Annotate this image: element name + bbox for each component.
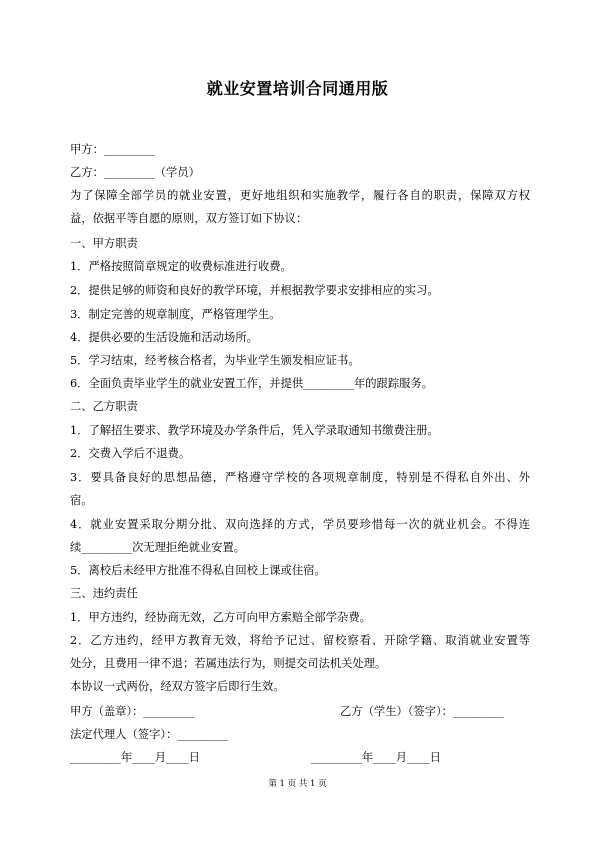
party-b-line: 乙方：_________（学员）: [70, 166, 200, 179]
section-2-item: 1．了解招生要求、教学环境及办学条件后，凭入学录取通知书缴费注册。: [70, 424, 439, 437]
legal-rep-line: 法定代理人（签字）：_________: [70, 728, 229, 741]
party-a-line: 甲方：_________: [70, 143, 155, 156]
section-3-item: 2．乙方违约，经甲方教育无效，将给予记过、留校察看、开除学籍、取消就业安置等: [70, 634, 530, 647]
section-1-item: 1．严格按照简章规定的收费标准进行收费。: [70, 260, 292, 273]
party-b-sign-line: 乙方（学生）（签字）：_________: [340, 705, 504, 718]
closing-statement: 本协议一式两份，经双方签字后即行生效。: [70, 680, 285, 693]
section-1-item: 3．制定完善的规章制度，严格管理学生。: [70, 308, 281, 321]
section-2-item: 5．离校后未经甲方批准不得私自回校上课或住宿。: [70, 564, 326, 577]
date-left: _________年____月____日: [70, 751, 200, 764]
section-2-heading: 二、乙方职责: [70, 400, 138, 413]
page-footer: 第 1 页 共 1 页: [268, 779, 327, 789]
date-right: _________年____月____日: [311, 751, 441, 764]
section-3-item: 1．甲方违约，经协商无效，乙方可向甲方索赔全部学杂费。: [70, 611, 371, 624]
section-2-item: 3．要具备良好的思想品德，严格遵守学校的各项规章制度，特别是不得私自外出、外: [70, 471, 530, 484]
section-1-item: 4．提供必要的生活设施和活动场所。: [70, 331, 258, 344]
intro-line-2: 益，依据平等自愿的原则，双方签订如下协议：: [70, 212, 308, 225]
section-1-heading: 一、甲方职责: [70, 237, 138, 250]
section-2-item-continued: 宿。: [70, 494, 93, 507]
section-1-item: 2．提供足够的师资和良好的教学环境，并根据教学要求安排相应的实习。: [70, 284, 439, 297]
section-2-item: 4．就业安置采取分期分批、双向选择的方式，学员要珍惜每一次的就业机会。不得连: [70, 518, 530, 531]
section-1-item: 5．学习结束，经考核合格者，为毕业学生颁发相应证书。: [70, 354, 360, 367]
intro-line-1: 为了保障全部学员的就业安置，更好地组织和实施教学，履行各自的职责，保障双方权: [70, 189, 530, 202]
section-2-item: 2．交费入学后不退费。: [70, 447, 191, 460]
section-3-heading: 三、违约责任: [70, 587, 138, 600]
section-1-item: 6．全面负责毕业学生的就业安置工作，并提供_________年的跟踪服务。: [70, 377, 434, 390]
section-3-item-continued: 处分，且费用一律不退；若属违法行为，则提交司法机关处理。: [70, 657, 387, 670]
section-2-item-continued: 续_________次无理拒绝就业安置。: [70, 541, 246, 554]
document-title: 就业安置培训合同通用版: [206, 79, 389, 98]
party-a-seal-line: 甲方（盖章）：_________: [70, 705, 195, 718]
